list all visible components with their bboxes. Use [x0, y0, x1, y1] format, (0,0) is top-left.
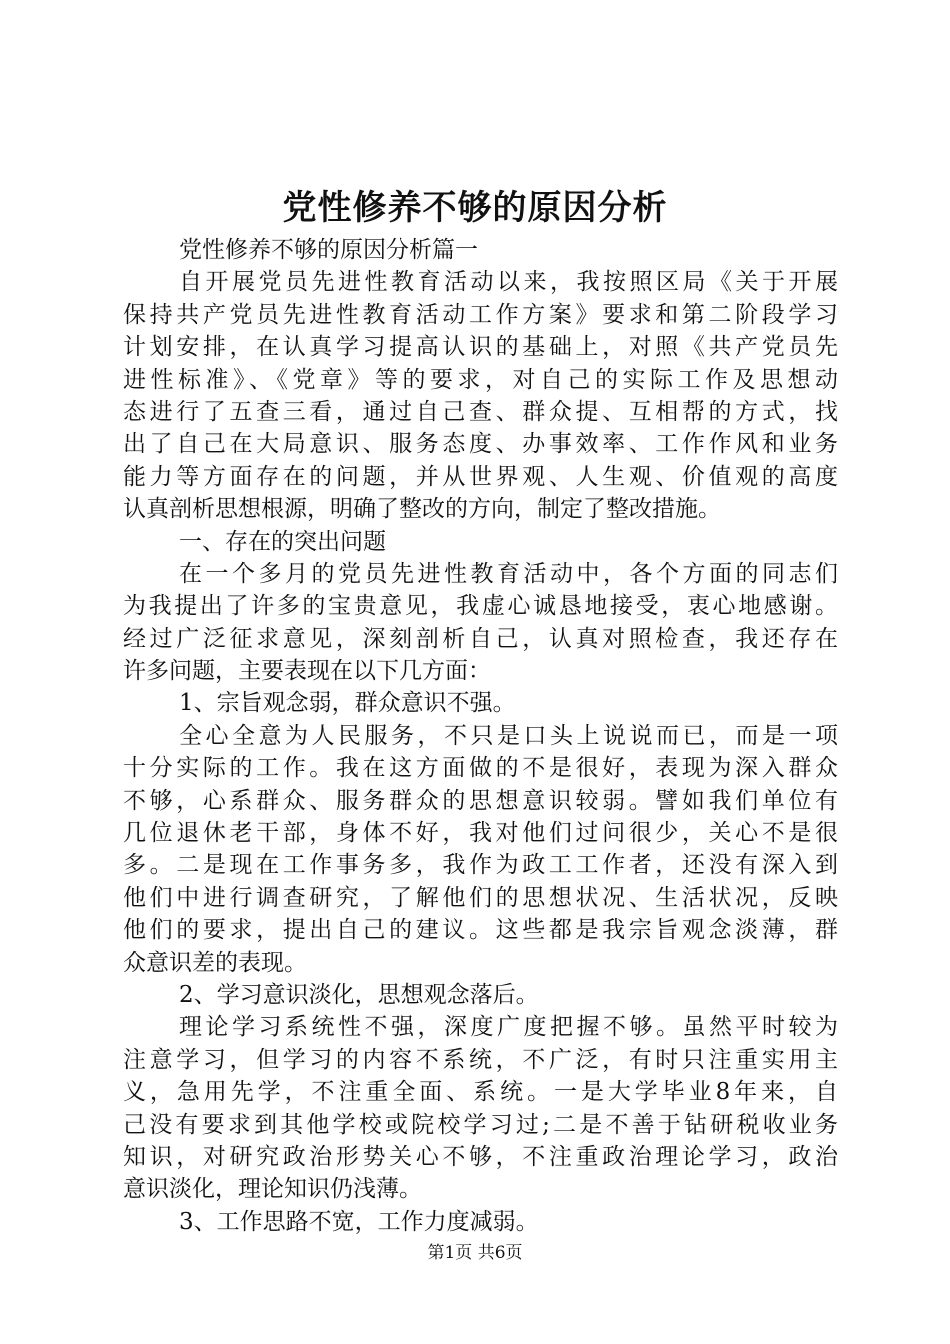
paragraph — [123, 687, 838, 719]
text-line: 自开展党员先进性教育活动以来，我按照区局《关于开展 — [179, 269, 838, 296]
paragraph — [123, 979, 838, 1011]
document-title: 党性修养不够的原因分析 — [282, 188, 668, 228]
text-line: 为我提出了许多的宝贵意见，我虚心诚恳地接受，衷心地感谢。 — [123, 593, 838, 620]
text-line: 态进行了五查三看，通过自己查、群众提、互相帮的方式，找 — [123, 398, 838, 425]
page-footer: 第1页 共6页 — [427, 1243, 523, 1263]
text-line: 多。二是现在工作事务多，我作为政工工作者，还没有深入到 — [123, 852, 838, 879]
text-line: 认真剖析思想根源，明确了整改的方向，制定了整改措施。 — [123, 496, 721, 523]
text-line: 意识淡化，理论知识仍浅薄。 — [123, 1176, 422, 1203]
text-line: 全心全意为人民服务，不只是口头上说说而已，而是一项 — [179, 722, 838, 749]
paragraph — [123, 234, 838, 266]
text-line: 众意识差的表现。 — [123, 949, 307, 976]
text-line: 他们中进行调查研究，了解他们的思想状况、生活状况，反映 — [123, 884, 838, 911]
text-line: 几位退休老干部，身体不好，我对他们过问很少，关心不是很 — [123, 820, 838, 847]
text-line: 出了自己在大局意识、服务态度、办事效率、工作作风和业务 — [123, 431, 838, 458]
paragraph — [123, 1206, 838, 1238]
text-line: 注意学习，但学习的内容不系统，不广泛，有时只注重实用主 — [123, 1046, 838, 1073]
paragraph — [123, 720, 838, 979]
text-line: 2、学习意识淡化，思想观念落后。 — [179, 981, 539, 1008]
text-line: 1、宗旨观念弱，群众意识不强。 — [179, 690, 516, 717]
text-line: 3、工作思路不宽，工作力度减弱。 — [179, 1208, 539, 1235]
document-body — [123, 234, 838, 1238]
text-line: 经过广泛征求意见，深刻剖析自己，认真对照检查，我还存在 — [123, 625, 838, 652]
text-line: 党性修养不够的原因分析篇一 — [179, 237, 478, 263]
paragraph — [123, 558, 838, 688]
text-line: 在一个多月的党员先进性教育活动中，各个方面的同志们 — [179, 560, 838, 587]
paragraph — [123, 1011, 838, 1205]
text-line: 理论学习系统性不强，深度广度把握不够。虽然平时较为 — [179, 1014, 838, 1041]
paragraph — [123, 526, 838, 558]
paragraph — [123, 266, 838, 525]
text-line: 知识，对研究政治形势关心不够，不注重政治理论学习，政治 — [123, 1143, 838, 1170]
text-line: 计划安排，在认真学习提高认识的基础上，对照《共产党员先 — [123, 334, 838, 361]
text-line: 己没有要求到其他学校或院校学习过;二是不善于钻研税收业务 — [123, 1111, 838, 1138]
text-line: 不够，心系群众、服务群众的思想意识较弱。譬如我们单位有 — [123, 787, 838, 814]
text-line: 义，急用先学，不注重全面、系统。一是大学毕业8年来，自 — [123, 1079, 838, 1106]
text-line: 能力等方面存在的问题，并从世界观、人生观、价值观的高度 — [123, 463, 838, 490]
text-line: 一、存在的突出问题 — [179, 528, 386, 555]
text-line: 保持共产党员先进性教育活动工作方案》要求和第二阶段学习 — [123, 301, 838, 328]
text-line: 十分实际的工作。我在这方面做的不是很好，表现为深入群众 — [123, 755, 838, 782]
text-line: 进性标准》、《党章》等的要求，对自己的实际工作及思想动 — [123, 366, 838, 393]
text-line: 许多问题，主要表现在以下几方面： — [123, 658, 491, 685]
text-line: 他们的要求，提出自己的建议。这些都是我宗旨观念淡薄，群 — [123, 917, 838, 944]
